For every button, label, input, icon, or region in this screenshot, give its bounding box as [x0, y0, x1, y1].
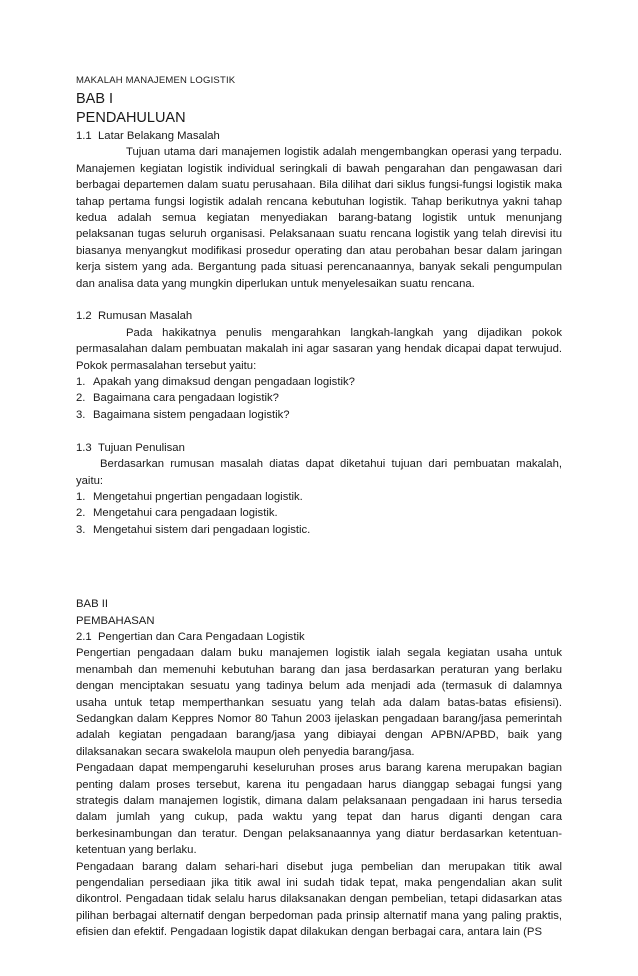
section-1-3-paragraph: Berdasarkan rumusan masalah diatas dapat diketahui tujuan dari pembuatan makalah, yaitu: — [76, 458, 562, 487]
rumusan-list — [76, 374, 562, 423]
bab1-label: BAB I — [76, 91, 114, 107]
section-title: Rumusan Masalah — [98, 310, 193, 323]
section-number: 1.1 — [76, 130, 92, 142]
section-1-2-paragraph: Pada hakikatnya penulis mengarahkan langkah-langkah yang dijadikan pokok permasalahan dalam pembuatan makalah ini agar sasaran yang hendak dicapai dapat terwujud. Pokok permasalahan tersebut yaitu: — [76, 326, 562, 372]
tujuan-list — [76, 489, 562, 538]
document-page — [76, 74, 562, 941]
bab1-title: PENDAHULUAN — [76, 110, 186, 126]
section-title: Pengertian dan Cara Pengadaan Logistik — [98, 630, 305, 643]
section-number: 2.1 — [76, 630, 92, 643]
section-title: Latar Belakang Masalah — [98, 130, 220, 142]
bab2-title: PEMBAHASAN — [76, 614, 155, 627]
document-title: MAKALAH MANAJEMEN LOGISTIK — [76, 75, 236, 86]
section-1-2-heading — [76, 308, 562, 324]
section-1-3-heading — [76, 440, 562, 456]
section-2-1-paragraph: Pengertian pengadaan dalam buku manajemen logistik ialah segala kegiatan usaha untuk menambah dan memenuhi kebutuhan barang dan jasa berdasarkan peraturan yang berlaku dengan menciptakan sesuatu yang tadinya belum ada menjadi ada (termasuk di dalamnya usaha untuk tetap memperthankan sesuatu yang telah ada dalam batas-batas efisiensi). Sedangkan dalam Keppres Nomor 80 Tahun 2003 ijelaskan pengadaan barang/jasa pemerintah adalah kegiatan pengadaan barang/jasa yang dibiayai dengan APBN/APBD, baik yang dilaksanakan secara swakelola maupun oleh penyedia barang/jasa. — [76, 647, 562, 758]
section-number: 1.3 — [76, 441, 92, 454]
section-2-1-paragraph: Pengadaan barang dalam sehari-hari disebut juga pembelian dan merupakan titik awal pengendalian persediaan jika titik awal ini sudah tidak tepat, maka pengendalian akan sulit dikontrol. Pengadaan tidak selalu harus dilaksanakan dengan pembelian, tetapi didasarkan atas pilihan berbagai alternatif dengan berpedoman pada prinsip alternatif mana yang paling praktis, efisien dan efektif. Pengadaan logistik dapat dilakukan dengan berbagai cara, antara lain (PS — [76, 860, 562, 939]
section-1-1-heading — [76, 128, 562, 144]
section-1-1-paragraph: Tujuan utama dari manajemen logistik adalah mengembangkan operasi yang terpadu. Manajemen kegiatan logistik individual seringkali di bawah pengarahan dan pengawasan dari berbagai departemen dalam suatu perusahaan. Bila dilihat dari siklus fungsi-fungsi logistik maka tahap pertama fungsi logistik adalah rencana kebutuhan logistik. Tahap berikutnya yakni tahap kedua adalah semua kegiatan menyediakan barang-batang logistik untuk menunjang pelaksanan tugas seluruh organisasi. Pelaksanaan suatu rencana logistik yang telah direvisi itu biasanya menyangkut modifikasi prosedur operating dan atau perobahan besar dalam jaringan kerja sistem yang ada. Bergantung pada situasi perencanaannya, banyak sekali pengumpulan dan analisa data yang mungkin diperlukan untuk menyelesaikan suatu rencana. — [76, 146, 562, 290]
section-number: 1.2 — [76, 310, 92, 323]
list-item: 3. Mengetahui sistem dari pengadaan logistic. — [76, 523, 311, 536]
section-title: Tujuan Penulisan — [98, 441, 185, 454]
list-item: 3. Bagaimana sistem pengadaan logistik? — [76, 408, 290, 421]
list-item: 1. Mengetahui pngertian pengadaan logistik. — [76, 490, 303, 503]
list-item: 1. Apakah yang dimaksud dengan pengadaan logistik? — [76, 376, 355, 389]
list-item: 2. Mengetahui cara pengadaan logistik. — [76, 507, 278, 520]
section-2-1-paragraph: Pengadaan dapat mempengaruhi keseluruhan proses arus barang karena merupakan bagian penting dalam proses tersebut, karena itu pengadaan harus dianggap sebagai fungsi yang strategis dalam manajemen logistik, dimana dalam pelaksanaan pengadaan ini harus tersedia dalam jumlah yang cukup, pada waktu yang tepat dan harus diganti dengan cara berkesinambungan dan teratur. Dengan pelaksanaannya yang diatur berdasarkan ketentuan-ketentuan yang berlaku. — [76, 762, 562, 857]
bab2-label: BAB II — [76, 598, 109, 611]
list-item: 2. Bagaimana cara pengadaan logistik? — [76, 392, 279, 405]
section-2-1-heading — [76, 629, 562, 645]
